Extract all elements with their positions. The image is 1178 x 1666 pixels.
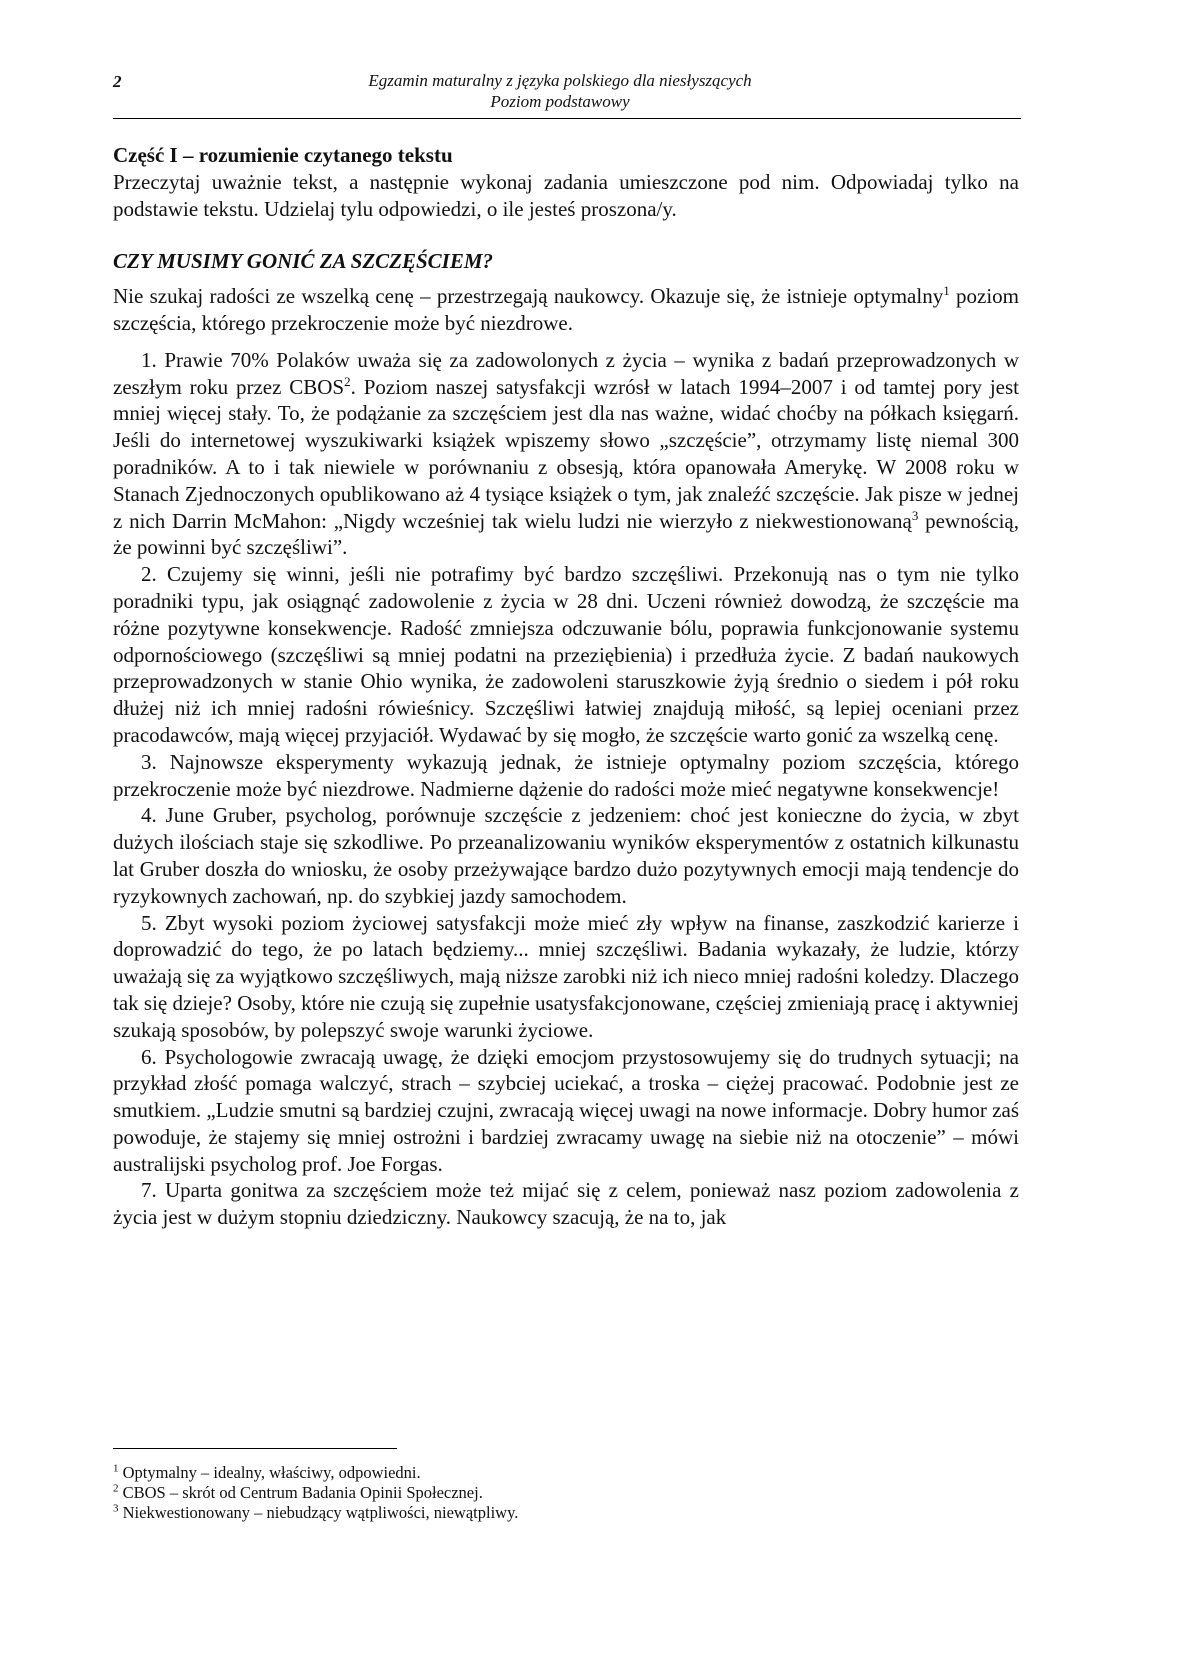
lead-text-b: poziom szczęścia, którego przekroczenie może być niezdrowe. [113, 284, 1019, 335]
paragraph-1 [113, 347, 1019, 561]
paragraph-5: 5. Zbyt wysoki poziom życiowej satysfakcji może mieć zły wpływ na finanse, zaszkodzić karierze i doprowadzić do tego, że po latach będziemy... mniej szczęśliwi. Badania wykazały, że ludzie, którzy uważają się za wyjątkowo szczęśliwych, mają niższe zarobki niż ich nieco mniej radośni koledzy. Dlaczego tak się dzieje? Osoby, które nie czują się zupełnie usatysfakcjonowane, częściej zmieniają pracę i aktywniej szukają sposobów, by polepszyć swoje warunki życiowe. [113, 910, 1019, 1042]
footnote-divider [113, 1448, 397, 1449]
header-divider [113, 118, 1021, 119]
footnote-1 [113, 1463, 1013, 1483]
paragraph-7: 7. Uparta gonitwa za szczęściem może też mijać się z celem, ponieważ nasz poziom zadowolenia z życia jest w dużym stopniu dziedziczny. Naukowcy szacują, że na to, jak [113, 1178, 1019, 1230]
footnote-ref-2: 2 [344, 373, 351, 389]
paragraph-1-text-b: . Poziom naszej satysfakcji wzrósł w latach 1994–2007 i od tamtej pory jest mniej więcej stały. To, że podążanie za szczęściem jest dla nas ważne, widać choćby na półkach księgarń. Jeśli do internetowej wyszukiwarki książek wpiszemy słowo „szczęście”, otrzymamy listę niemal 300 poradników. A to i tak niewiele w porównaniu z obsesją, która opanowała Amerykę. W 2008 roku w Stanach Zjednoczonych opublikowano aż 4 tysiące książek o tym, jak znaleźć szczęście. Jak pisze w jednej z nich Darrin McMahon: „Nigdy wcześniej tak wielu ludzi nie wierzyło z niekwestionowaną [113, 374, 1019, 533]
main-content [113, 142, 1019, 1231]
paragraph-1-text-a: 1. Prawie 70% Polaków uważa się za zadowolonych z życia – wynika z badań przeprowadzonych w zeszłym roku przez CBOS [113, 347, 1019, 399]
running-header [300, 70, 820, 112]
footnote-number: 3 [113, 1502, 119, 1515]
exam-title: Egzamin maturalny z języka polskiego dla niesłyszących [368, 71, 752, 90]
paragraph-3: 3. Najnowsze eksperymenty wykazują jednak, że istnieje optymalny poziom szczęścia, którego przekroczenie może być niezdrowe. Nadmierne dążenie do radości może mieć negatywne konsekwencje! [113, 749, 1019, 801]
footnotes [113, 1463, 1013, 1523]
page-number: 2 [113, 72, 122, 91]
footnote-2 [113, 1483, 1013, 1503]
footnote-number: 2 [113, 1482, 119, 1495]
section-title: Część I – rozumienie czytanego tekstu [113, 143, 453, 167]
footnote-text: CBOS – skrót od Centrum Badania Opinii Społecznej. [122, 1483, 483, 1502]
paragraph-4: 4. June Gruber, psycholog, porównuje szczęście z jedzeniem: choć jest konieczne do życia, w zbyt dużych ilościach staje się szkodliwe. Po przeanalizowaniu wyników eksperymentów z ostatnich kilkunastu lat Gruber doszła do wniosku, że osoby przeżywające bardzo dużo pozytywnych emocji mają tendencje do ryzykownych zachowań, np. do szybkiej jazdy samochodem. [113, 803, 1019, 908]
footnote-text: Niekwestionowany – niebudzący wątpliwości, niewątpliwy. [122, 1503, 519, 1522]
footnote-ref-1: 1 [943, 283, 950, 299]
lead-text-a: Nie szukaj radości ze wszelką cenę – przestrzegają naukowcy. Okazuje się, że istnieje optymalny [113, 284, 944, 309]
article-title: CZY MUSIMY GONIĆ ZA SZCZĘŚCIEM? [113, 249, 494, 274]
instructions: Przeczytaj uważnie tekst, a następnie wykonaj zadania umieszczone pod nim. Odpowiadaj tylko na podstawie tekstu. Udzielaj tylu odpowiedzi, o ile jesteś proszona/y. [113, 169, 1019, 221]
footnote-text: Optymalny – idealny, właściwy, odpowiedni. [122, 1463, 421, 1482]
footnote-ref-3: 3 [911, 507, 919, 523]
paragraph-6: 6. Psychologowie zwracają uwagę, że dzięki emocjom przystosowujemy się do trudnych sytuacji; na przykład złość pomaga walczyć, strach – szybciej uciekać, a troska – ciężej pracować. Podobnie jest ze smutkiem. „Ludzie smutni są bardziej czujni, zwracają więcej uwagi na nowe informacje. Dobry humor zaś powoduje, że stajemy się mniej ostrożni i bardziej zwracamy uwagę na siebie niż na otoczenie” – mówi australijski psycholog prof. Joe Forgas. [113, 1044, 1019, 1176]
paragraph-2: 2. Czujemy się winni, jeśli nie potrafimy być bardzo szczęśliwi. Przekonują nas o tym nie tylko poradniki typu, jak osiągnąć zadowolenie z życia w 28 dni. Uczeni również dowodzą, że szczęście ma różne pozytywne konsekwencje. Radość zmniejsza odczuwanie bólu, poprawia funkcjonowanie systemu odpornościowego (szczęśliwi są mniej podatni na przeziębienia) i przedłuża życie. Z badań naukowych przeprowadzonych w stanie Ohio wynika, że zadowoleni staruszkowie żyją średnio o siedem i pół roku dłużej niż ich mniej radośni rówieśnicy. Szczęśliwi łatwiej znajdują miłość, są lepiej oceniani przez pracodawców, mają więcej przyjaciół. Wydawać by się mogło, że szczęście warto gonić za wszelką cenę. [113, 562, 1019, 747]
footnote-3 [113, 1503, 1013, 1523]
exam-level: Poziom podstawowy [490, 92, 630, 111]
paragraph-1-text-c: pewnością, że powinni być szczęśliwi”. [113, 508, 1019, 560]
footnote-number: 1 [113, 1462, 119, 1475]
article-lead [113, 283, 1019, 337]
